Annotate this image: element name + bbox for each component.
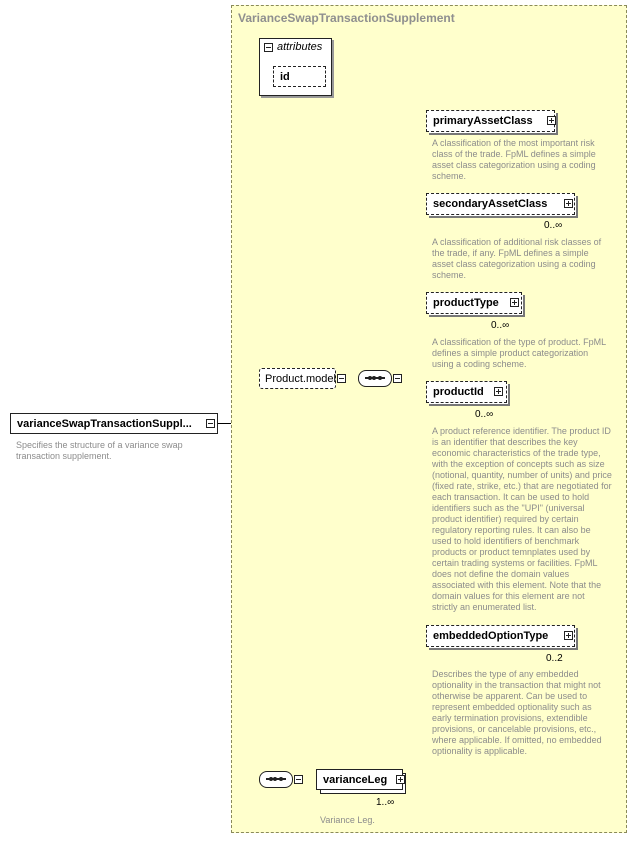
element-name: productId xyxy=(433,386,484,398)
group-product-model[interactable] xyxy=(259,368,336,389)
expand-plus-icon[interactable] xyxy=(396,775,405,784)
element-description: A classification of additional risk classes of the trade, if any. FpML defines a simple asset class categorization using a coding scheme. xyxy=(432,237,602,280)
element-description: Variance Leg. xyxy=(320,815,375,825)
sequence-compositor-icon xyxy=(358,370,392,387)
element-description: A product reference identifier. The product ID is an identifier that describes the key economic characteristics of the trade type, with the exception of concepts such as size (notional, quantity, number of units) and price (fixed rate, strike, etc.) that are negotiated for each transaction. It can be used to hold identifiers such as the "UPI" (universal product identifier) required by certain regulatory reporting rules. It can also be used to hold identifiers of benchmark products or product temnplates used by certain trading systems or facilities. FpML does not define the domain values associated with this element. Note that the domain values for this element are not strictly an enumerated list. xyxy=(432,426,612,612)
element-description: A classification of the most important risk class of the trade. FpML defines a simple asset class categorization using a coding scheme. xyxy=(432,138,596,181)
cardinality: 0..∞ xyxy=(475,409,494,420)
element-secondary-asset-class[interactable] xyxy=(426,193,575,215)
element-name: varianceLeg xyxy=(323,773,388,786)
element-name: embeddedOptionType xyxy=(433,630,549,642)
cardinality: 0..∞ xyxy=(491,320,510,331)
expand-plus-icon[interactable] xyxy=(494,387,503,396)
sequence-compositor-icon xyxy=(259,771,293,788)
element-product-type[interactable] xyxy=(426,292,522,314)
element-name: primaryAssetClass xyxy=(433,115,533,127)
expand-plus-icon[interactable] xyxy=(564,631,573,640)
element-primary-asset-class[interactable] xyxy=(426,110,555,132)
collapse-minus-icon[interactable] xyxy=(294,775,303,784)
collapse-minus-icon[interactable] xyxy=(264,43,273,52)
root-element-description: Specifies the structure of a variance swap transaction supplement. xyxy=(16,440,183,461)
attribute-id-name: id xyxy=(280,70,290,83)
cardinality: 0..2 xyxy=(546,653,563,664)
element-name: secondaryAssetClass xyxy=(433,198,548,210)
root-element[interactable] xyxy=(10,413,218,434)
expand-plus-icon[interactable] xyxy=(547,116,556,125)
cardinality: 0..∞ xyxy=(544,220,563,231)
expand-plus-icon[interactable] xyxy=(564,199,573,208)
element-embedded-option-type[interactable] xyxy=(426,625,575,647)
attributes-label: attributes xyxy=(277,41,323,53)
collapse-minus-icon[interactable] xyxy=(206,419,215,428)
attribute-id[interactable] xyxy=(273,66,326,87)
element-description: Describes the type of any embedded optionality in the transaction that might not otherwise be apparent. Can be used to represent embedded optionality such as early termination provisions, extendible provisions, or cancelable provisions, etc., where applicable. If omitted, no embedded optionality is applicable. xyxy=(432,669,602,756)
group-product-model-name: Product.model xyxy=(265,372,336,385)
collapse-minus-icon[interactable] xyxy=(337,374,346,383)
element-name: productType xyxy=(433,297,499,309)
expand-plus-icon[interactable] xyxy=(510,298,519,307)
cardinality: 1..∞ xyxy=(376,797,395,808)
element-description: A classification of the type of product. FpML defines a simple product categorization using a coding scheme. xyxy=(432,337,606,369)
element-variance-leg[interactable] xyxy=(316,769,403,790)
root-element-name: varianceSwapTransactionSuppl... xyxy=(17,417,192,430)
collapse-minus-icon[interactable] xyxy=(393,374,402,383)
complex-type-name: VarianceSwapTransactionSupplement xyxy=(238,11,455,25)
